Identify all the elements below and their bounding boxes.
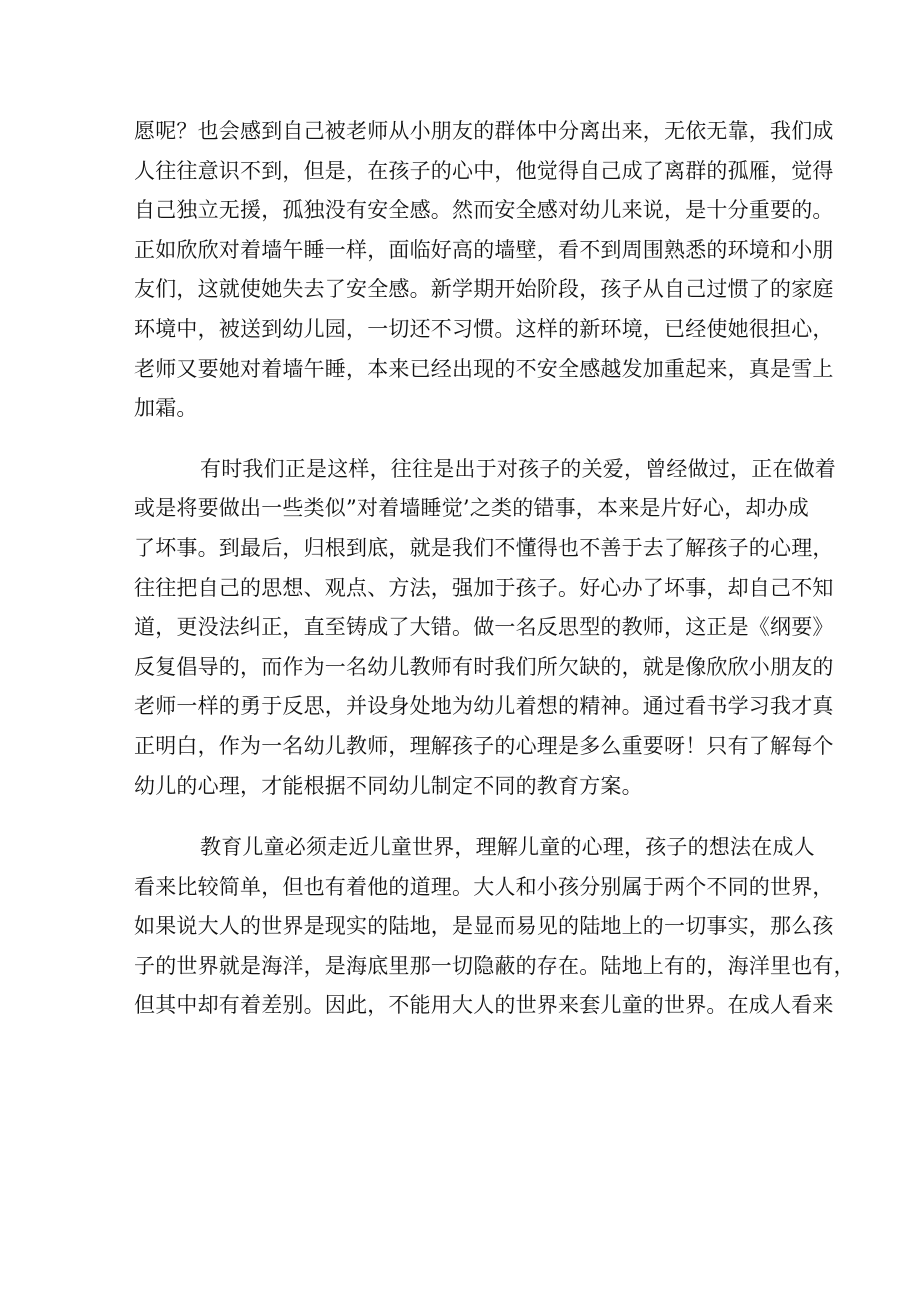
paragraph-1 xyxy=(134,112,834,429)
text-line: 如果说大人的世界是现实的陆地，是显而易见的陆地上的一切事实，那么孩 xyxy=(134,914,834,939)
text-line: 或是将要做出一些类似”对着墙睡觉’之类的错事，本来是片好心，却办成 xyxy=(134,496,810,521)
text-line: 加霜。 xyxy=(134,396,198,421)
text-line: 但其中却有着差别。因此，不能用大人的世界来套儿童的世界。在成人看来 xyxy=(134,993,834,1018)
text-line: 人往往意识不到，但是，在孩子的心中，他觉得自己成了离群的孤雁，觉得 xyxy=(134,158,834,183)
text-line-indented: 教育儿童必须走近儿童世界，理解儿童的心理，孩子的想法在成人 xyxy=(200,835,815,860)
document-body xyxy=(134,112,855,1026)
text-line: 了坏事。到最后，归根到底，就是我们不懂得也不善于去了解孩子的心理， xyxy=(134,535,834,560)
text-line: 看来比较简单，但也有着他的道理。大人和小孩分别属于两个不同的世界， xyxy=(134,874,834,899)
text-line: 道，更没法纠正，直至铸成了大错。做一名反思型的教师，这正是《纲要》 xyxy=(134,615,834,640)
text-line: 环境中，被送到幼儿园，一切还不习惯。这样的新环境，已经使她很担心， xyxy=(134,316,834,341)
text-line: 往往把自己的思想、观点、方法，强加于孩子。好心办了坏事，却自己不知 xyxy=(134,575,834,600)
text-line: 子的世界就是海洋，是海底里那一切隐蔽的存在。陆地上有的，海洋里也有， xyxy=(134,953,855,978)
text-line: 友们，这就使她失去了安全感。新学期开始阶段，孩子从自己过惯了的家庭 xyxy=(134,277,834,302)
text-line: 幼儿的心理，才能根据不同幼儿制定不同的教育方案。 xyxy=(134,773,643,798)
text-line: 正明白，作为一名幼儿教师，理解孩子的心理是多么重要呀！只有了解每个 xyxy=(134,733,834,758)
text-line: 老师又要她对着墙午睡，本来已经出现的不安全感越发加重起来，真是雪上 xyxy=(134,356,834,381)
text-line: 正如欣欣对着墙午睡一样，面临好高的墙壁，看不到周围熟悉的环境和小朋 xyxy=(134,237,834,262)
paragraph-3 xyxy=(134,828,855,1026)
text-line-indented: 有时我们正是这样，往往是出于对孩子的关爱，曾经做过，正在做着 xyxy=(200,456,836,481)
text-line: 愿呢？也会感到自己被老师从小朋友的群体中分离出来，无依无靠，我们成 xyxy=(134,119,834,143)
text-line: 自己独立无援，孤独没有安全感。然而安全感对幼儿来说，是十分重要的。 xyxy=(134,198,834,223)
paragraph-2 xyxy=(134,450,836,806)
text-line: 老师一样的勇于反思，并设身处地为幼儿着想的精神。通过看书学习我才真 xyxy=(134,694,834,719)
text-line: 反复倡导的，而作为一名幼儿教师有时我们所欠缺的，就是像欣欣小朋友的 xyxy=(134,654,834,679)
